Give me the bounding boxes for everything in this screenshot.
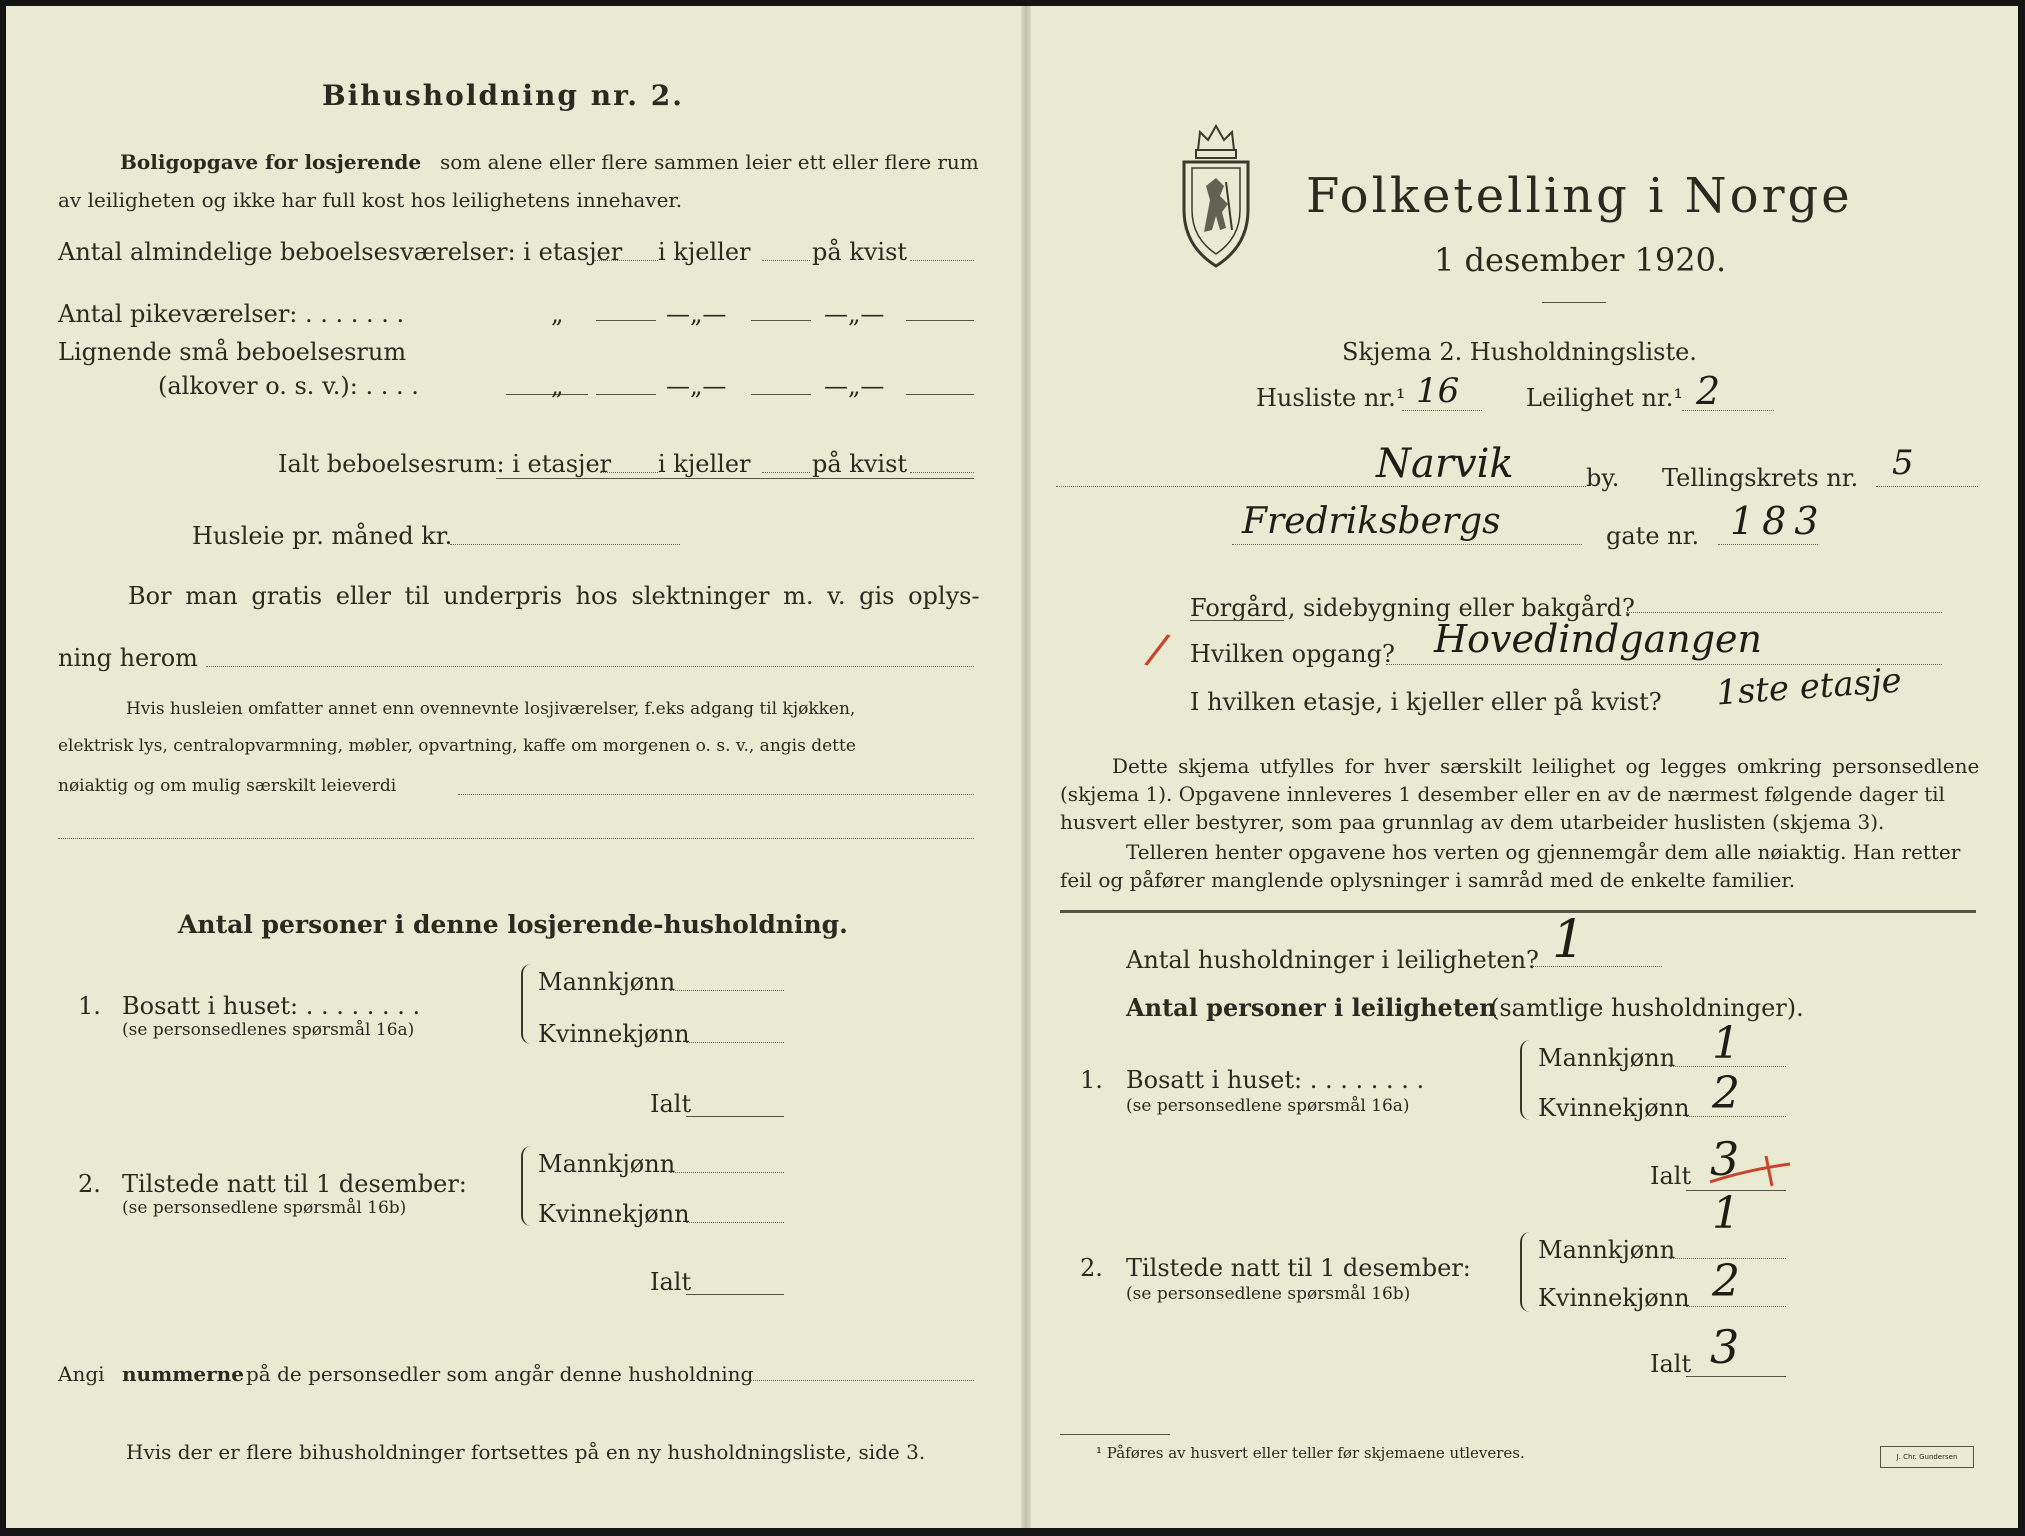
forgard-label: Forgård, sidebygning eller bakgård? [1190,594,1635,622]
gratis-line2: ning herom [58,644,198,672]
instr-line2: (skjema 1). Opgavene innleveres 1 desember eller en av de nærmest følgende dager til [1060,782,1945,806]
right-q2-label: Tilstede natt til 1 desember: [1126,1254,1471,1282]
angi-pre: Angi [58,1362,105,1386]
right-q1-note: (se personsedlene spørsmål 16a) [1126,1096,1410,1116]
lign-label-2: (alkover o. s. v.): . . . . [158,372,419,400]
by-value: Narvik [1376,441,1514,487]
angi-rest: på de personsedler som angår denne husholdning [246,1362,754,1386]
left-antal-heading: Antal personer i denne losjerende-husholdning. [178,910,848,939]
printer-stamp [1880,1446,1974,1468]
hvis-line3: nøiaktig og om mulig særskilt leieverdi [58,776,397,796]
right-q1-mann: Mannkjønn [1538,1044,1676,1072]
opgang-value: Hovedindgangen [1434,617,1762,661]
ialt-kvist-label: på kvist [812,450,908,478]
krets-label: Tellingskrets nr. [1662,464,1859,492]
intro-line2: av leiligheten og ikke har full kost hos leilighetens innehaver. [58,188,683,212]
etasje-label: I hvilken etasje, i kjeller eller på kvist? [1190,688,1662,716]
lign-ditto: „ [551,372,564,400]
instr-line4: Telleren henter opgavene hos verten og gjennemgår dem alle nøiaktig. Han retter [1126,840,1961,864]
right-q1-ialt-value: 3 [1710,1132,1740,1186]
husliste-value: 16 [1416,371,1460,411]
left-q2-num: 2. [78,1170,101,1198]
right-q2-num: 2. [1080,1254,1103,1282]
printer-stamp-text: J. Chr. Gundersen [1896,1453,1958,1461]
rooms-kjeller-label: i kjeller [658,238,751,266]
krets-value: 5 [1892,443,1914,483]
opgang-label: Hvilken opgang? [1190,640,1395,668]
pike-label: Antal pikeværelser: . . . . . . . [58,300,405,328]
right-q1-ialt: Ialt [1650,1162,1692,1190]
ialt-kjeller-label: i kjeller [658,450,751,478]
leilighet-label: Leilighet nr.¹ [1526,384,1684,412]
red-correction-mark [1706,1152,1796,1192]
right-q2-kvinne-value: 2 [1712,1256,1740,1307]
by-label: by. [1586,464,1620,492]
instr-line5: feil og påfører manglende oplysninger i samråd med de enkelte familier. [1060,868,1796,892]
right-q1-label: Bosatt i huset: . . . . . . . . [1126,1066,1425,1094]
lign-ditto-2: —„— [666,372,727,400]
left-footer: Hvis der er flere bihusholdninger fortsettes på en ny husholdningsliste, side 3. [126,1440,926,1464]
right-date: 1 desember 1920. [1434,241,1727,279]
pike-ditto-2: —„— [666,300,727,328]
right-q1-num: 1. [1080,1066,1103,1094]
husliste-label: Husliste nr.¹ [1256,384,1406,412]
left-q2-mann: Mannkjønn [538,1150,676,1178]
leilighet-value: 2 [1696,369,1721,413]
left-q1-mann: Mannkjønn [538,968,676,996]
antal-hush-value: 1 [1552,910,1586,970]
right-q2-note: (se personsedlene spørsmål 16b) [1126,1284,1411,1304]
antal-pers-bold: Antal personer i leiligheten [1126,993,1497,1022]
right-q2-ialt: Ialt [1650,1350,1692,1378]
hvis-line2: elektrisk lys, centralopvarmning, møbler, opvartning, kaffe om morgenen o. s. v., angis dette [58,736,856,756]
left-q1-num: 1. [78,992,101,1020]
gate-label: gate nr. [1606,522,1700,550]
left-q2-ialt: Ialt [650,1268,692,1296]
rooms-label: Antal almindelige beboelsesværelser: i etasjer [58,238,623,266]
page-fold [1021,6,1031,1528]
husleie-label: Husleie pr. måned kr. [192,522,453,550]
angi-bold: nummerne [122,1362,244,1386]
instr-line3: husvert eller bestyrer, som paa grunnlag av dem utarbeider huslisten (skjema 3). [1060,810,1885,834]
antal-pers-rest: (samtlige husholdninger). [1490,994,1804,1022]
left-q2-kvinne: Kvinnekjønn [538,1200,690,1228]
lign-ditto-3: —„— [824,372,885,400]
right-q1-kvinne: Kvinnekjønn [1538,1094,1690,1122]
right-q2-kvinne: Kvinnekjønn [1538,1284,1690,1312]
hvis-line1: Hvis husleien omfatter annet enn ovennevnte losjiværelser, f.eks adgang til kjøkken, [126,699,856,719]
right-title: Folketelling i Norge [1306,168,1853,224]
pike-ditto-3: —„— [824,300,885,328]
left-q1-ialt: Ialt [650,1090,692,1118]
intro-bold: Boligopgave for losjerende [120,150,422,174]
etasje-value: 1ste etasje [1714,660,1904,714]
right-q2-ialt-value: 3 [1710,1320,1740,1374]
census-form-sheet [6,6,2018,1528]
right-footnote: ¹ Påføres av husvert eller teller før skjemaene utleveres. [1096,1444,1525,1462]
red-check-mark: / [1141,623,1174,677]
right-q1-kvinne-value: 2 [1712,1068,1740,1119]
left-q1-kvinne: Kvinnekjønn [538,1020,690,1048]
left-q2-note: (se personsedlene spørsmål 16b) [122,1198,407,1218]
gate-nr-value: 183 [1730,499,1827,543]
coat-of-arms-icon [1176,120,1256,270]
gratis-line1: Bor man gratis eller til underpris hos slektninger m. v. gis oplys- [128,582,980,610]
left-q1-note: (se personsedlenes spørsmål 16a) [122,1020,415,1040]
left-q1-label: Bosatt i huset: . . . . . . . . [122,992,421,1020]
lign-label-1: Lignende små beboelsesrum [58,338,407,366]
skjema-label: Skjema 2. Husholdningsliste. [1342,338,1697,366]
antal-hush-label: Antal husholdninger i leiligheten? [1126,946,1539,974]
left-q2-label: Tilstede natt til 1 desember: [122,1170,467,1198]
right-q1-mann-value: 1 [1712,1018,1740,1069]
right-q2-mann: Mannkjønn [1538,1236,1676,1264]
instr-line1: Dette skjema utfylles for hver særskilt leilighet og legges omkring personsedlene [1112,754,1980,778]
rooms-kvist-label: på kvist [812,238,908,266]
right-q2-mann-value: 1 [1712,1188,1740,1239]
ialt-rooms-label: Ialt beboelsesrum: i etasjer [278,450,612,478]
gate-value: Fredriksbergs [1242,501,1501,542]
pike-ditto: „ [551,300,564,328]
intro-line1: som alene eller flere sammen leier ett eller flere rum [440,150,979,174]
left-title: Bihusholdning nr. 2. [322,79,684,112]
